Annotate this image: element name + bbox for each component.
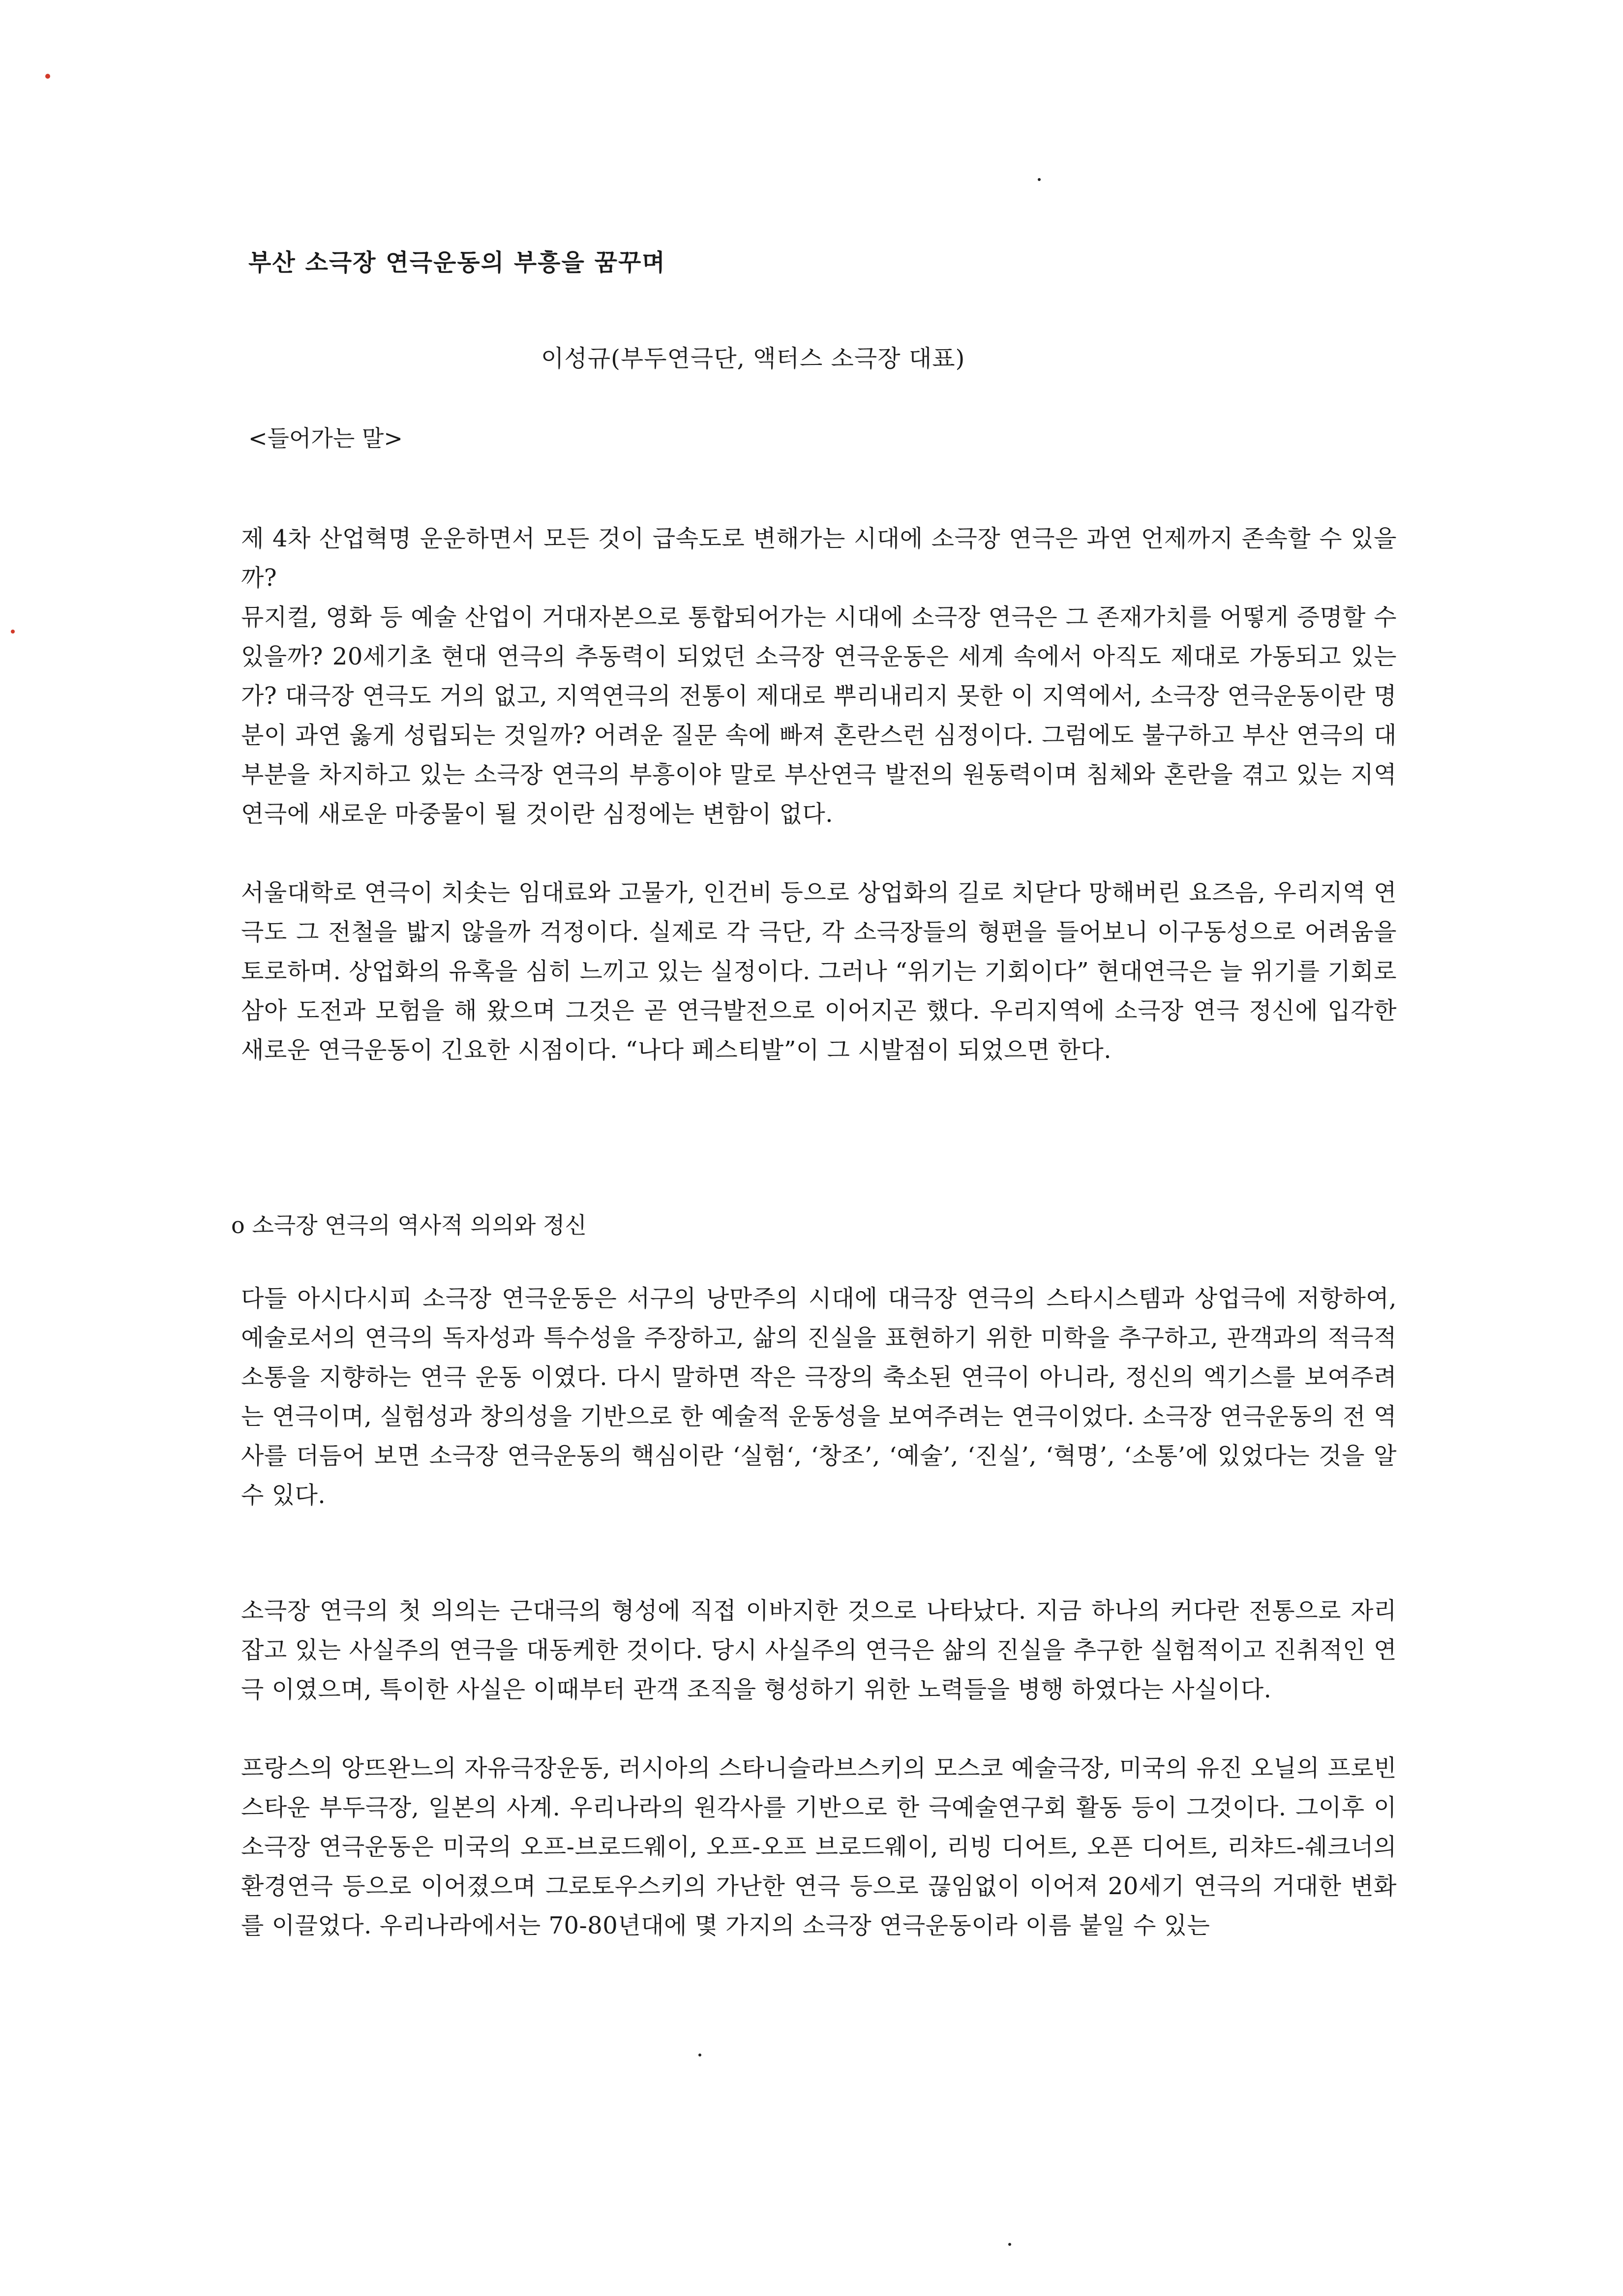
paragraph: 프랑스의 앙뜨완느의 자유극장운동, 러시아의 스타니슬라브스키의 모스코 예술극장, 미국의 유진 오닐의 프로빈스타운 부두극장, 일본의 사계. 우리나라의 원각사를 기반으로 한 극예술연구회 활동 등이 그것이다. 그이후 이 소극장 연극운동은 미국의 오프-브로드웨이, 오프-오프 브로드웨이, 리빙 디어트, 오픈 디어트, 리챠드-쉐크너의 환경연극 등으로 이어졌으며 그로토우스키의 가난한 연극 등으로 끊임없이 이어져 20세기 연극의 거대한 변화를 이끌었다. 우리나라에서는 70-80년대에 몇 가지의 소극장 연극운동이라 이름 붙일 수 있는 xyxy=(241,1754,1397,1939)
scan-speck xyxy=(698,2054,701,2056)
scan-speck xyxy=(1008,2243,1011,2246)
paragraph: 뮤지컬, 영화 등 예술 산업이 거대자본으로 통합되어가는 시대에 소극장 연극은 그 존재가치를 어떻게 증명할 수 있을까? 20세기초 현대 연극의 추동력이 되었던 소극장 연극운동은 세계 속에서 아직도 제대로 가동되고 있는가? 대극장 연극도 거의 없고, 지역연극의 전통이 제대로 뿌리내리지 못한 이 지역에서, 소극장 연극운동이란 명분이 과연 옳게 성립되는 것일까? 어려운 질문 속에 빠져 혼란스런 심정이다. 그럼에도 불구하고 부산 연극의 대부분을 차지하고 있는 소극장 연극의 부흥이야 말로 부산연극 발전의 원동력이며 침체와 혼란을 겪고 있는 지역연극에 새로운 마중물이 될 것이란 심정에는 변함이 없다. xyxy=(241,604,1397,828)
section-heading-intro: <들어가는 말> xyxy=(248,425,403,452)
scan-speck xyxy=(1038,178,1041,181)
paragraph: 다들 아시다시피 소극장 연극운동은 서구의 낭만주의 시대에 대극장 연극의 스타시스템과 상업극에 저항하여, 예술로서의 연극의 독자성과 특수성을 주장하고, 삶의 진실을 표현하기 위한 미학을 추구하고, 관객과의 적극적 소통을 지향하는 연극 운동 이였다. 다시 말하면 작은 극장의 축소된 연극이 아니라, 정신의 엑기스를 보여주려는 연극이며, 실험성과 창의성을 기반으로 한 예술적 운동성을 보여주려는 연극이었다. 소극장 연극운동의 전 역사를 더듬어 보면 소극장 연극운동의 핵심이란 ‘실험‘, ‘창조’, ‘예술’, ‘진실’, ‘혁명’, ‘소통’에 있었다는 것을 알 수 있다. xyxy=(241,1285,1397,1509)
paragraph: 서울대학로 연극이 치솟는 임대료와 고물가, 인건비 등으로 상업화의 길로 치닫다 망해버린 요즈음, 우리지역 연극도 그 전철을 밟지 않을까 걱정이다. 실제로 각 극단, 각 소극장들의 형편을 들어보니 이구동성으로 어려움을 토로하며. 상업화의 유혹을 심히 느끼고 있는 실정이다. 그러나 “위기는 기회이다” 현대연극은 늘 위기를 기회로 삼아 도전과 모험을 해 왔으며 그것은 곧 연극발전으로 이어지곤 했다. 우리지역에 소극장 연극 정신에 입각한 새로운 연극운동이 긴요한 시점이다. “나다 페스티발”이 그 시발점이 되었으면 한다. xyxy=(241,879,1397,1064)
section-heading-history: o 소극장 연극의 역사적 의의와 정신 xyxy=(231,1212,587,1239)
scan-speck xyxy=(45,74,50,79)
author-line: 이성규(부두연극단, 액터스 소극장 대표) xyxy=(541,345,965,372)
document-title: 부산 소극장 연극운동의 부흥을 꿈꾸며 xyxy=(248,249,666,276)
paragraph: 제 4차 산업혁명 운운하면서 모든 것이 급속도로 변해가는 시대에 소극장 연극은 과연 언제까지 존속할 수 있을까? xyxy=(241,525,1397,592)
paragraph: 소극장 연극의 첫 의의는 근대극의 형성에 직접 이바지한 것으로 나타났다. 지금 하나의 커다란 전통으로 자리 잡고 있는 사실주의 연극을 대동케한 것이다. 당시 사실주의 연극은 삶의 진실을 추구한 실험적이고 진취적인 연극 이였으며, 특이한 사실은 이때부터 관객 조직을 형성하기 위한 노력들을 병행 하였다는 사실이다. xyxy=(241,1597,1397,1703)
scan-speck xyxy=(11,630,15,634)
